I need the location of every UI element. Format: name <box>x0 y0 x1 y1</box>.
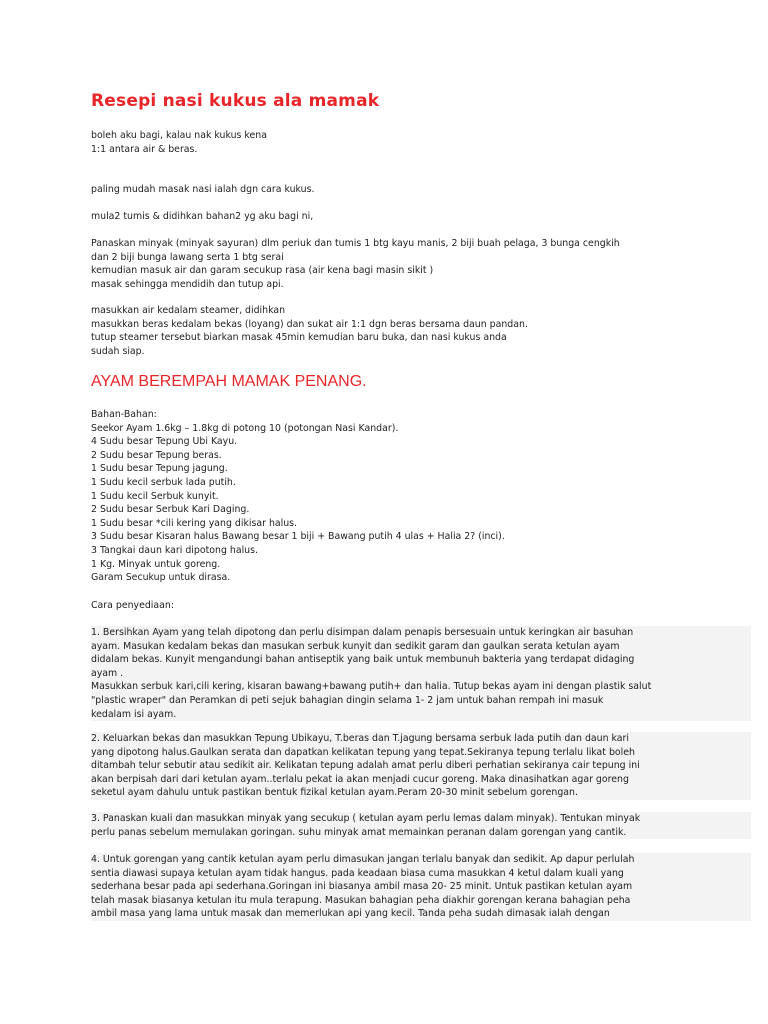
ingredient-item: 1 Sudu kecil serbuk lada putih. <box>91 476 236 488</box>
text-line: 2. Keluarkan bekas dan masukkan Tepung Ubikayu, T.beras dan T.jagung bersama serbuk lada putih dan daun kari <box>91 732 751 746</box>
ingredients-heading: Bahan-Bahan: <box>91 409 157 420</box>
text-line: kemudian masuk air dan garam secukup rasa (air kena bagi masin sikit ) <box>91 265 434 277</box>
text-line: dan 2 biji bunga lawang serta 1 btg serai <box>91 251 284 263</box>
text-line: ambil masa yang lama untuk masak dan memerlukan api yang kecil. Tanda peha sudah dimasak ialah dengan <box>91 907 751 921</box>
text-line: Panaskan minyak (minyak sayuran) dlm periuk dan tumis 1 btg kayu manis, 2 biji buah pelaga, 3 bunga cengkih <box>91 238 620 249</box>
text-line: sederhana besar pada api sederhana.Goringan ini biasanya ambil masa 20- 25 minit. Untuk pastikan ketulan ayam <box>91 880 751 894</box>
ingredients-list <box>91 408 751 585</box>
text-line: perlu panas sebelum memulakan goringan. suhu minyak amat memainkan peranan dalam gorengan yang cantik. <box>91 826 751 840</box>
ingredient-item: 1 Sudu besar *cili kering yang dikisar halus. <box>91 517 298 529</box>
text-line: ayam. Masukan kedalam bekas dan masukan serbuk kunyit dan sedikit garam dan gaulkan serata ketulan ayam <box>91 640 751 654</box>
text-line: telah masak biasanya ketulan itu mula terapung. Masukan bahagian peha diakhir gorengan kerana bahagian peha <box>91 894 751 908</box>
text-line: masukkan beras kedalam bekas (loyang) dan sukat air 1:1 dgn beras bersama daun pandan. <box>91 318 528 330</box>
text-line: 4. Untuk gorengan yang cantik ketulan ayam perlu dimasukan jangan terlalu banyak dan sedikit. Ap dapur perlulah <box>91 853 751 867</box>
text-line: sudah siap. <box>91 345 145 357</box>
ingredient-item: 1 Sudu besar Tepung jagung. <box>91 463 228 475</box>
text-line: ayam . <box>91 667 751 681</box>
text-line: paling mudah masak nasi ialah dgn cara kukus. <box>91 184 315 195</box>
method-step-4 <box>91 853 751 921</box>
ingredient-item: Seekor Ayam 1.6kg – 1.8kg di potong 10 (potongan Nasi Kandar). <box>91 422 399 434</box>
ingredient-item: 2 Sudu besar Tepung beras. <box>91 449 222 461</box>
ingredient-item: 3 Sudu besar Kisaran halus Bawang besar 1 biji + Bawang putih 4 ulas + Halia 2? (inci). <box>91 531 505 543</box>
text-line: tutup steamer tersebut biarkan masak 45min kemudian baru buka, dan nasi kukus anda <box>91 332 507 344</box>
ingredient-item: 2 Sudu besar Serbuk Kari Daging. <box>91 504 250 516</box>
text-line: didalam bekas. Kunyit mengandungi bahan antiseptik yang baik untuk membunuh bakteria yang terdapat didaging <box>91 653 751 667</box>
intro-paragraph <box>91 129 751 156</box>
text-line: mula2 tumis & didihkan bahan2 yg aku bagi ni, <box>91 211 314 222</box>
text-line: sentia diawasi supaya ketulan ayam tidak hangus. pada keadaan biasa cuma masukkan 4 ketul dalam kuali yang <box>91 867 751 881</box>
text-line: yang dipotong halus.Gaulkan serata dan dapatkan kelikatan tepung yang tepat.Sekiranya tepung terlalu likat boleh <box>91 746 751 760</box>
text-line: 1. Bersihkan Ayam yang telah dipotong dan perlu disimpan dalam penapis bersesuain untuk keringkan air basuhan <box>91 626 751 640</box>
text-line: masak sehingga mendidih dan tutup api. <box>91 278 284 290</box>
ingredient-item: Garam Secukup untuk dirasa. <box>91 572 231 584</box>
ingredient-item: 4 Sudu besar Tepung Ubi Kayu. <box>91 436 238 448</box>
ingredient-item: 1 Sudu kecil Serbuk kunyit. <box>91 490 219 502</box>
text-line: Cara penyediaan: <box>91 600 174 611</box>
text-line: "plastic wraper" dan Peramkan di peti sejuk bahagian dingin selama 1- 2 jam untuk bahan rempah ini masuk <box>91 694 751 708</box>
tumis-paragraph <box>91 237 751 291</box>
cooking-method-paragraph <box>91 183 751 197</box>
method-step-2 <box>91 732 751 800</box>
method-heading <box>91 599 751 613</box>
text-line: 3. Panaskan kuali dan masukkan minyak yang secukup ( ketulan ayam perlu lemas dalam minyak). Tentukan minyak <box>91 812 751 826</box>
recipe-title-ayam-berempah: AYAM BEREMPAH MAMAK PENANG. <box>91 373 367 390</box>
ingredient-item: 3 Tangkai daun kari dipotong halus. <box>91 544 258 556</box>
text-line: akan berpisah dari dari ketulan ayam..terlalu pekat ia akan menjadi cucur goreng. Maka dinasihatkan agar goreng <box>91 773 751 787</box>
method-step-3 <box>91 812 751 839</box>
text-line: 1:1 antara air & beras. <box>91 143 198 155</box>
text-line: boleh aku bagi, kalau nak kukus kena <box>91 130 267 141</box>
method-step-1 <box>91 626 751 721</box>
recipe-title-nasi-kukus: Resepi nasi kukus ala mamak <box>91 91 380 111</box>
text-line: seketul ayam dahulu untuk pastikan bentuk fizikal ketulan ayam.Peram 20-30 minit sebelum gorengan. <box>91 786 751 800</box>
text-line: Masukkan serbuk kari,cili kering, kisaran bawang+bawang putih+ dan halia. Tutup bekas ayam ini dengan plastik salut <box>91 680 751 694</box>
preparation-paragraph <box>91 210 751 224</box>
text-line: masukkan air kedalam steamer, didihkan <box>91 305 286 316</box>
steaming-paragraph <box>91 304 751 358</box>
ingredient-item: 1 Kg. Minyak untuk goreng. <box>91 558 221 570</box>
text-line: ditambah telur sebutir atau sedikit air. Kelikatan tepung adalah amat perlu diberi perhatian sekiranya cair tepung ini <box>91 759 751 773</box>
text-line: kedalam isi ayam. <box>91 708 751 722</box>
